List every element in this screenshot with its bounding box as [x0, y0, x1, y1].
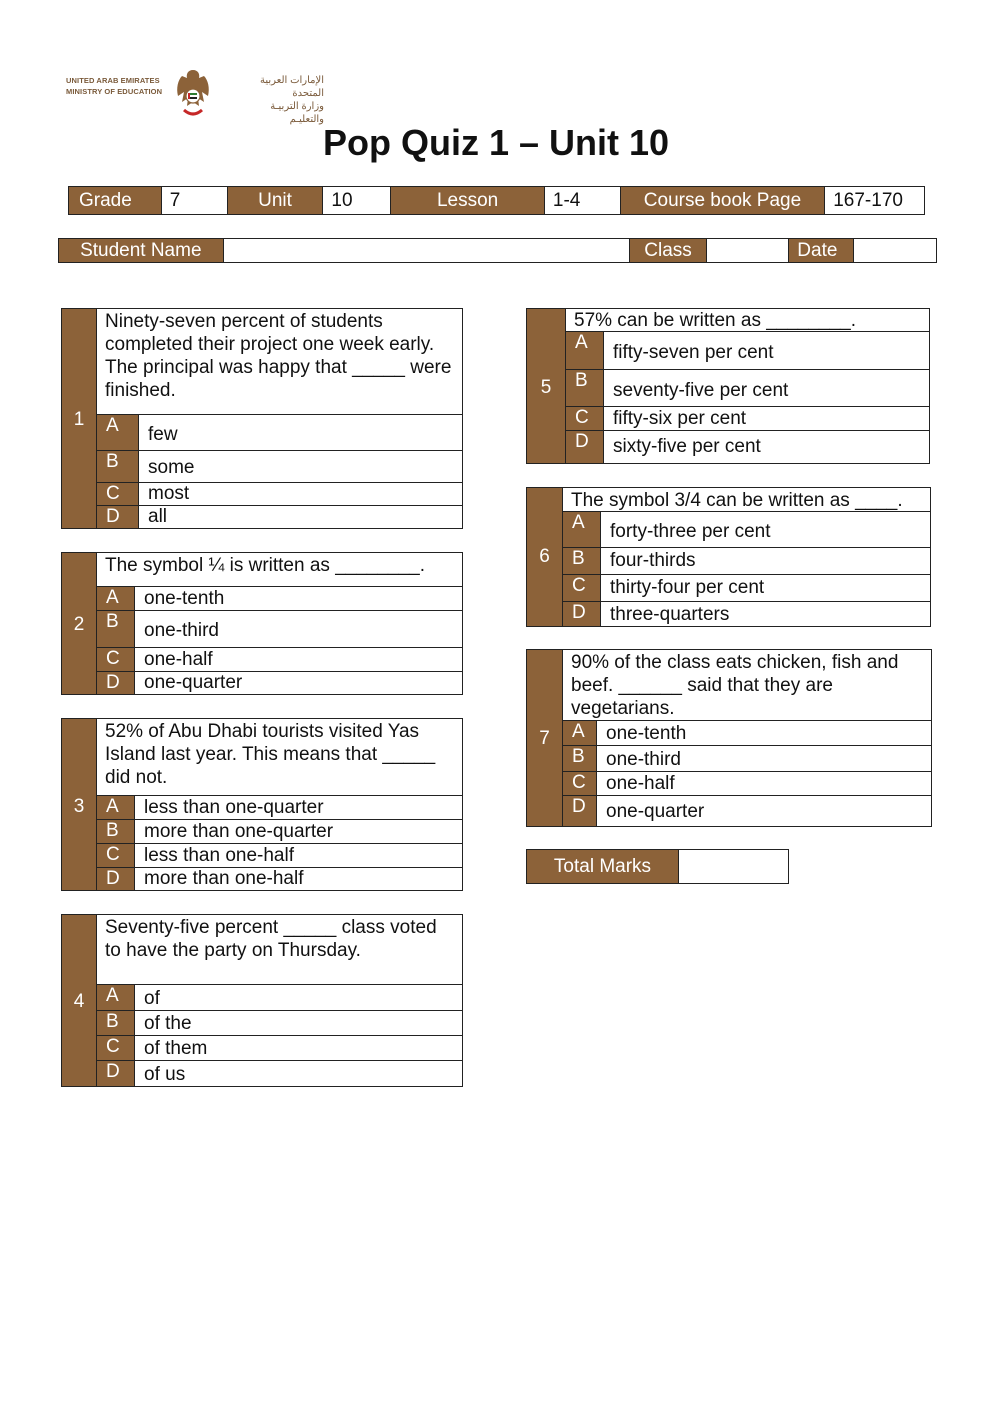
option-a[interactable] [97, 414, 462, 450]
option-c[interactable] [566, 406, 929, 430]
options-list [563, 720, 931, 826]
question-number-text: 7 [539, 728, 550, 749]
logo-en-line2: MINISTRY OF EDUCATION [66, 87, 163, 96]
option-d[interactable] [97, 1060, 462, 1086]
logo-en-line1: UNITED ARAB EMIRATES [66, 76, 160, 85]
option-letter: C [563, 575, 601, 601]
option-c[interactable] [97, 482, 462, 505]
option-text: some [148, 457, 195, 478]
option-c[interactable] [97, 1035, 462, 1060]
option-text: one-half [606, 773, 675, 794]
question-1 [61, 308, 463, 529]
total-marks-field[interactable] [679, 850, 788, 883]
option-letter: D [97, 506, 139, 528]
question-number [527, 309, 566, 463]
question-5 [526, 308, 930, 464]
option-text: less than one-half [144, 845, 294, 866]
logo-arabic-text [244, 74, 324, 126]
option-letter: D [97, 868, 135, 890]
option-text: four-thirds [610, 550, 696, 571]
option-letter: B [97, 451, 139, 482]
option-b[interactable] [563, 745, 931, 771]
option-b[interactable] [97, 450, 462, 482]
option-text: seventy-five per cent [613, 380, 789, 401]
date-label: Date [789, 239, 854, 262]
option-b[interactable] [97, 610, 462, 647]
option-c[interactable] [97, 843, 462, 867]
option-letter: B [97, 820, 135, 843]
option-letter: D [566, 431, 604, 463]
falcon-emblem-icon [172, 66, 214, 120]
lesson-value[interactable]: 1-4 [545, 187, 621, 214]
logo-ar-line2: وزارة التربيـة والتعليـم [270, 101, 324, 125]
page-title: Pop Quiz 1 – Unit 10 [322, 122, 670, 163]
option-text: one-quarter [606, 801, 705, 822]
option-text: of [144, 988, 160, 1009]
question-number-text: 5 [540, 377, 552, 398]
option-text: forty-three per cent [610, 521, 771, 542]
option-c[interactable] [563, 771, 931, 795]
option-text: one-tenth [606, 723, 687, 744]
options-list [97, 984, 462, 1086]
option-text: few [148, 424, 178, 445]
option-a[interactable] [97, 586, 462, 610]
question-stem: 52% of Abu Dhabi tourists visited Yas Island last year. This means that _____ did not. [105, 721, 436, 788]
question-stem: Seventy-five percent _____ class voted to have the party on Thursday. [105, 917, 437, 961]
lesson-label: Lesson [391, 187, 545, 214]
class-field[interactable] [707, 239, 789, 262]
option-text: of us [144, 1064, 186, 1085]
course-book-page-label: Course book Page [621, 187, 826, 214]
option-letter: D [97, 672, 135, 694]
option-d[interactable] [97, 671, 462, 694]
question-number [527, 650, 563, 826]
option-letter: D [97, 1061, 135, 1086]
option-text: one-quarter [144, 672, 243, 693]
option-text: all [148, 506, 168, 527]
option-letter: C [566, 407, 604, 430]
question-number-text: 6 [539, 546, 550, 567]
question-number [62, 719, 97, 890]
option-d[interactable] [97, 505, 462, 528]
option-letter: A [563, 721, 597, 745]
option-text: one-third [606, 749, 681, 770]
option-d[interactable] [97, 867, 462, 890]
option-letter: A [97, 415, 139, 450]
option-text: of them [144, 1038, 208, 1059]
grade-value[interactable]: 7 [162, 187, 228, 214]
unit-value[interactable]: 10 [323, 187, 391, 214]
grade-label: Grade [69, 187, 162, 214]
question-number [527, 488, 563, 626]
option-a[interactable] [563, 720, 931, 745]
date-field[interactable] [854, 239, 936, 262]
question-2 [61, 552, 463, 695]
question-7 [526, 649, 932, 827]
option-b[interactable] [563, 547, 930, 574]
option-text: sixty-five per cent [613, 436, 761, 457]
student-name-field[interactable] [224, 239, 630, 262]
question-number-text: 2 [73, 614, 85, 635]
student-name-label: Student Name [59, 239, 224, 262]
options-list [97, 795, 462, 890]
option-d[interactable] [563, 601, 930, 626]
question-number [62, 553, 97, 694]
unit-label: Unit [228, 187, 324, 214]
option-text: three-quarters [610, 604, 730, 625]
option-text: more than one-half [144, 868, 304, 889]
option-b[interactable] [566, 369, 929, 406]
option-letter: B [563, 548, 601, 574]
option-a[interactable] [566, 331, 929, 369]
option-b[interactable] [97, 819, 462, 843]
option-a[interactable] [563, 511, 930, 547]
option-letter: A [97, 796, 135, 819]
option-text: one-tenth [144, 588, 225, 609]
options-list [563, 511, 930, 626]
question-number [62, 915, 97, 1086]
option-text: most [148, 483, 190, 504]
option-b[interactable] [97, 1010, 462, 1035]
options-list [566, 331, 929, 463]
options-list [97, 586, 462, 694]
question-stem: The symbol ¼ is written as ________. [105, 555, 426, 576]
option-letter: A [566, 332, 604, 369]
question-stem: 90% of the class eats chicken, fish and beef. ______ said that they are vegetarians. [571, 652, 899, 719]
option-a[interactable] [97, 984, 462, 1010]
option-letter: A [563, 512, 601, 547]
option-letter: C [97, 1036, 135, 1060]
option-letter: A [97, 985, 135, 1010]
student-bar [58, 238, 937, 263]
question-number [62, 309, 97, 528]
options-list [97, 414, 462, 528]
option-letter: D [563, 796, 597, 826]
option-text: thirty-four per cent [610, 577, 765, 598]
option-letter: C [97, 483, 139, 505]
option-letter: C [563, 772, 597, 795]
option-text: one-third [144, 620, 219, 641]
total-marks-label: Total Marks [527, 850, 679, 883]
option-text: one-half [144, 649, 213, 670]
option-letter: B [566, 370, 604, 406]
course-book-page-value[interactable]: 167-170 [825, 187, 924, 214]
logo-english-text [66, 75, 162, 97]
option-letter: C [97, 648, 135, 671]
option-letter: B [97, 611, 135, 647]
option-c[interactable] [97, 647, 462, 671]
total-marks [526, 849, 789, 884]
option-d[interactable] [566, 430, 929, 463]
class-label: Class [630, 239, 708, 262]
question-3 [61, 718, 463, 891]
option-letter: A [97, 587, 135, 610]
option-letter: D [563, 602, 601, 626]
option-text: fifty-six per cent [613, 408, 747, 429]
question-number-text: 3 [73, 796, 85, 817]
option-letter: B [563, 746, 597, 771]
option-text: of the [144, 1013, 192, 1034]
option-a[interactable] [97, 795, 462, 819]
question-6 [526, 487, 931, 627]
option-d[interactable] [563, 795, 931, 826]
option-text: fifty-seven per cent [613, 342, 774, 363]
question-4 [61, 914, 463, 1087]
option-c[interactable] [563, 574, 930, 601]
question-number-text: 1 [73, 409, 85, 430]
option-letter: C [97, 844, 135, 867]
question-stem: The symbol 3/4 can be written as ____. [571, 490, 903, 511]
option-text: more than one-quarter [144, 821, 334, 842]
question-number-text: 4 [73, 991, 85, 1012]
option-text: less than one-quarter [144, 797, 324, 818]
question-stem: 57% can be written as ________. [574, 310, 857, 331]
option-letter: B [97, 1011, 135, 1035]
logo-ar-line1: الإمارات العربية المتحدة [259, 75, 324, 99]
ministry-logo [66, 66, 326, 125]
info-bar [68, 186, 925, 215]
question-stem: Ninety-seven percent of students completed their project one week early. The principal was happy that _____ were finished. [105, 311, 452, 401]
